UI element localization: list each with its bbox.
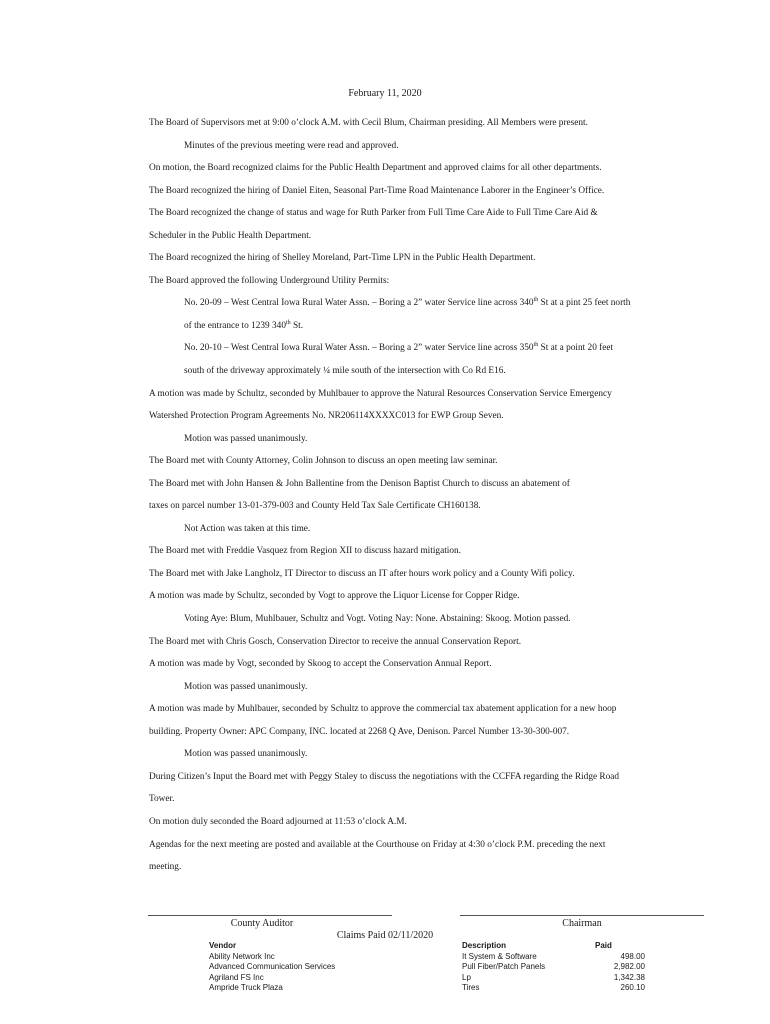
claims-row <box>209 962 645 973</box>
vendor-header: Vendor <box>209 941 237 950</box>
claims-row <box>209 952 645 963</box>
paid-cell: 2,982.00 <box>613 962 645 971</box>
minutes-paragraph: Scheduler in the Public Health Department. <box>149 230 312 241</box>
description-header: Description <box>462 941 507 950</box>
minutes-paragraph: The Board recognized the hiring of Shelley Moreland, Part-Time LPN in the Public Health Department. <box>149 253 536 264</box>
minutes-paragraph: Agendas for the next meeting are posted and available at the Courthouse on Friday at 4:30 o’clock P.M. preceding the next <box>149 839 606 850</box>
minutes-paragraph <box>149 337 739 360</box>
minutes-paragraph: meeting. <box>149 862 182 873</box>
paragraph-text: St at a point 20 feet <box>538 343 614 354</box>
paragraph-text: No. 20-10 – West Central Iowa Rural Water Assn. – Boring a 2” water Service line across 350 <box>184 343 534 354</box>
paragraph-text: St at a pint 25 feet north <box>538 298 631 309</box>
minutes-paragraph: south of the driveway approximately ¼ mile south of the intersection with Co Rd E16. <box>184 366 506 377</box>
minutes-paragraph: The Board of Supervisors met at 9:00 o’clock A.M. with Cecil Blum, Chairman presiding. All Members were present. <box>149 118 588 128</box>
minutes-paragraph: The Board met with John Hansen & John Ballentine from the Denison Baptist Church to discuss an abatement of <box>149 478 570 489</box>
minutes-paragraph <box>149 292 739 315</box>
ordinal-suffix: th <box>285 319 291 326</box>
minutes-paragraph: Motion was passed unanimously. <box>184 433 308 444</box>
minutes-paragraph: The Board met with County Attorney, Colin Johnson to discuss an open meeting law seminar. <box>149 456 498 467</box>
description-cell: Tires <box>462 983 480 992</box>
minutes-paragraph: On motion duly seconded the Board adjourned at 11:53 o’clock A.M. <box>149 816 407 827</box>
claims-row <box>209 983 645 994</box>
paragraph-text: St. <box>290 320 304 331</box>
chairman-signature-line <box>460 915 704 916</box>
description-cell: Pull Fiber/Patch Panels <box>462 962 546 971</box>
minutes-paragraph: On motion, the Board recognized claims for the Public Health Department and approved claims for all other departments. <box>149 163 602 174</box>
paid-header: Paid <box>595 941 612 950</box>
vendor-cell: Ability Network Inc <box>209 951 275 961</box>
minutes-paragraph: Minutes of the previous meeting were read and approved. <box>184 140 399 151</box>
ordinal-suffix: th <box>533 342 539 349</box>
minutes-paragraph: A motion was made by Schultz, seconded by Vogt to approve the Liquor License for Copper Ridge. <box>149 591 520 602</box>
minutes-paragraph: The Board recognized the hiring of Daniel Eiten, Seasonal Part-Time Road Maintenance Laborer in the Engineer’s Office. <box>149 185 605 196</box>
minutes-paragraph: The Board met with Freddie Vasquez from Region XII to discuss hazard mitigation. <box>149 546 461 557</box>
minutes-paragraph: Watershed Protection Program Agreements No. NR206114XXXXC013 for EWP Group Seven. <box>149 411 504 422</box>
vendor-cell: Advanced Communication Services <box>209 962 336 971</box>
description-cell: Lp <box>462 972 471 982</box>
minutes-paragraph: Voting Aye: Blum, Muhlbauer, Schultz and Vogt. Voting Nay: None. Abstaining: Skoog. Motion passed. <box>184 614 571 625</box>
auditor-signature-label: County Auditor <box>230 918 294 929</box>
claims-title: Claims Paid 02/11/2020 <box>336 930 434 941</box>
minutes-paragraph: The Board met with Chris Gosch, Conservation Director to receive the annual Conservation Report. <box>149 636 522 647</box>
minutes-paragraph: A motion was made by Schultz, seconded by Muhlbauer to approve the Natural Resources Conservation Service Emergency <box>149 388 612 399</box>
claims-header-row <box>209 941 645 952</box>
minutes-paragraph: Not Action was taken at this time. <box>184 523 311 534</box>
minutes-paragraph: During Citizen’s Input the Board met with Peggy Staley to discuss the negotiations with the CCFFA regarding the Ridge Road <box>149 771 620 782</box>
minutes-paragraph: taxes on parcel number 13-01-379-003 and County Held Tax Sale Certificate CH160138. <box>149 501 481 512</box>
paid-cell: 260.10 <box>620 983 645 992</box>
minutes-paragraph: Tower. <box>149 794 175 805</box>
paid-cell: 498.00 <box>620 951 645 961</box>
chairman-signature-label: Chairman <box>562 918 602 929</box>
paid-cell: 1,342.38 <box>613 972 645 982</box>
vendor-cell: Ampride Truck Plaza <box>209 983 283 992</box>
paragraph-text: No. 20-09 – West Central Iowa Rural Water Assn. – Boring a 2” water Service line across 340 <box>184 298 534 309</box>
minutes-paragraph: building. Property Owner: APC Company, INC. located at 2268 Q Ave, Denison. Parcel Number 13-30-300-007. <box>149 726 570 737</box>
description-cell: It System & Software <box>462 951 537 961</box>
auditor-signature-line <box>148 915 392 916</box>
minutes-paragraph: The Board met with Jake Langholz, IT Director to discuss an IT after hours work policy and a County Wifi policy. <box>149 568 575 579</box>
minutes-paragraph: The Board recognized the change of status and wage for Ruth Parker from Full Time Care Aide to Full Time Care Aid & <box>149 208 598 219</box>
claims-row <box>209 973 645 984</box>
ordinal-suffix: th <box>533 297 539 304</box>
claims-table <box>209 941 645 994</box>
vendor-cell: Agriland FS Inc <box>209 972 264 982</box>
minutes-body <box>149 112 739 879</box>
minutes-paragraph: A motion was made by Vogt, seconded by Skoog to accept the Conservation Annual Report. <box>149 659 492 670</box>
meeting-date: February 11, 2020 <box>348 88 422 99</box>
minutes-paragraph <box>149 315 739 338</box>
paragraph-text: of the entrance to 1239 340 <box>184 320 286 331</box>
minutes-paragraph: A motion was made by Muhlbauer, seconded by Schultz to approve the commercial tax abatement application for a new hoop <box>149 704 617 715</box>
minutes-paragraph: The Board approved the following Underground Utility Permits: <box>149 275 390 286</box>
minutes-paragraph: Motion was passed unanimously. <box>184 749 308 760</box>
minutes-paragraph: Motion was passed unanimously. <box>184 681 308 692</box>
